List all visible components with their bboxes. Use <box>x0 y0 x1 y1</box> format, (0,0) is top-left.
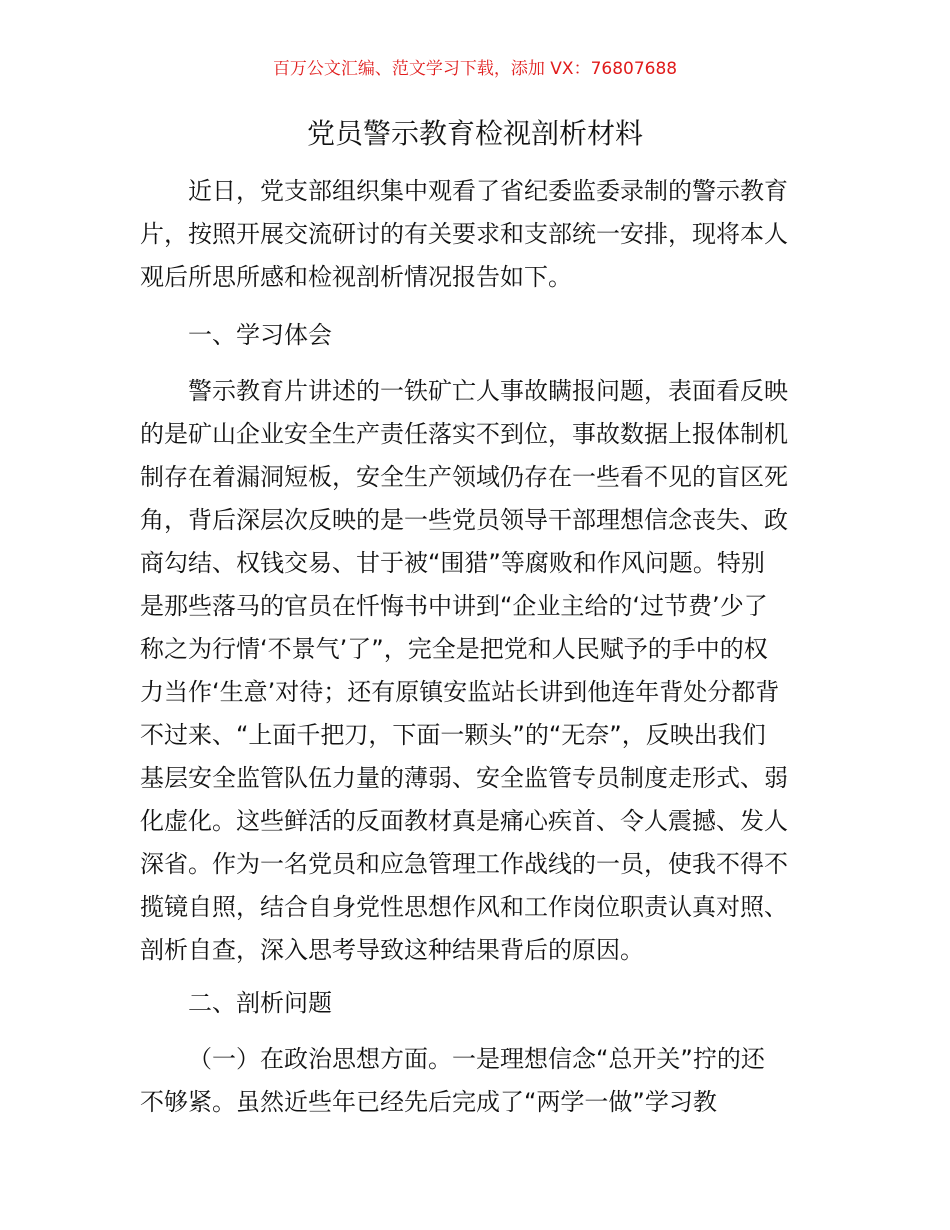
paragraph-line: 深省。作为一名党员和应急管理工作战线的一员，使我不得不 <box>140 850 788 878</box>
paragraph-line: 不过来、“上面千把刀，下面一颗头”的“无奈”，反映出我们 <box>140 721 766 749</box>
paragraph-line: 基层安全监管队伍力量的薄弱、安全监管专员制度走形式、弱 <box>140 764 788 792</box>
paragraph-line: 观后所思所感和检视剖析情况报告如下。 <box>140 263 572 291</box>
paragraph-line: 制存在着漏洞短板，安全生产领域仍存在一些看不见的盲区死 <box>140 463 788 491</box>
paragraph-line: 片，按照开展交流研讨的有关要求和支部统一安排，现将本人 <box>140 220 788 248</box>
page-title: 党员警示教育检视剖析材料 <box>306 117 643 150</box>
paragraph-line: 称之为行情‘不景气’了”，完全是把党和人民赋予的手中的权 <box>140 635 768 663</box>
watermark-header: 百万公文汇编、范文学习下载，添加 VX：76807688 <box>272 59 678 79</box>
paragraph-line: 揽镜自照，结合自身党性思想作风和工作岗位职责认真对照、 <box>140 893 788 921</box>
paragraph-line: 商勾结、权钱交易、甘于被“围猎”等腐败和作风问题。特别 <box>140 549 765 577</box>
paragraph-line: 角，背后深层次反映的是一些党员领导干部理想信念丧失、政 <box>140 506 788 534</box>
paragraph-line: 化虚化。这些鲜活的反面教材真是痛心疾首、令人震撼、发人 <box>140 807 788 835</box>
paragraph-line: 是那些落马的官员在忏悔书中讲到“企业主给的‘过节费’少了 <box>140 592 768 620</box>
paragraph-line: 不够紧。虽然近些年已经先后完成了“两学一做”学习教 <box>140 1088 717 1116</box>
section-heading: 一、学习体会 <box>188 321 332 349</box>
paragraph-line: 的是矿山企业安全生产责任落实不到位，事故数据上报体制机 <box>140 420 788 448</box>
paragraph-line: 警示教育片讲述的一铁矿亡人事故瞒报问题，表面看反映 <box>188 377 788 405</box>
paragraph-line: （一）在政治思想方面。一是理想信念“总开关”拧的还 <box>188 1045 765 1073</box>
paragraph-line: 近日，党支部组织集中观看了省纪委监委录制的警示教育 <box>188 177 788 205</box>
paragraph-line: 剖析自查，深入思考导致这种结果背后的原因。 <box>140 936 644 964</box>
paragraph-line: 力当作‘生意’对待；还有原镇安监站长讲到他连年背处分都背 <box>140 678 780 706</box>
section-heading: 二、剖析问题 <box>188 989 332 1017</box>
